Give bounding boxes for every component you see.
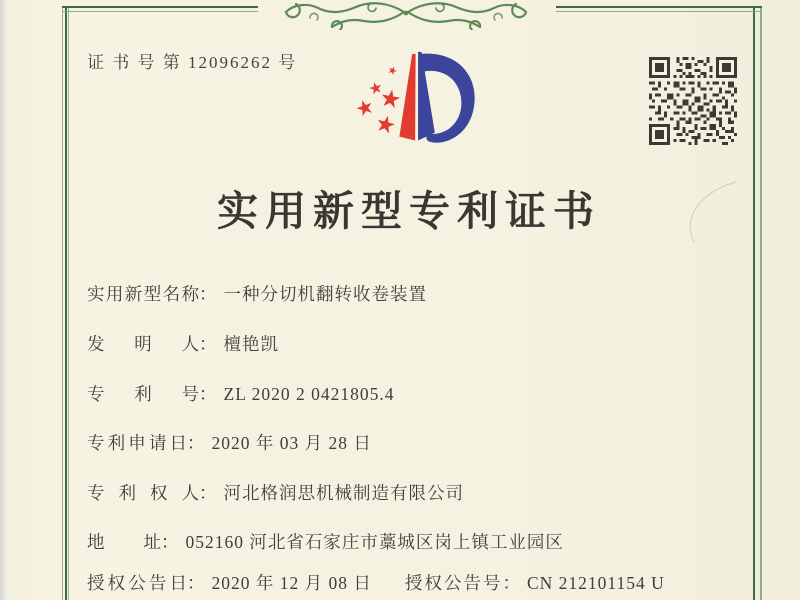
certificate-title: 实用新型专利证书 [217,188,601,234]
colon: ： [187,573,205,593]
green-flourish-icon [250,0,562,30]
field-label: 发明人 [87,334,199,354]
field-value: CN 212101154 U [527,573,665,593]
field-label: 实用新型名称 [87,284,199,304]
field-value: 一种分切机翻转收卷装置 [223,284,427,304]
frame-left-line [65,6,67,600]
colon: ： [199,483,217,503]
scan-edge [0,0,9,600]
field-label: 授权公告日 [87,573,187,593]
logo-red-wedge [399,54,415,141]
colon: ： [502,573,520,593]
frame-right-line [760,6,762,600]
frame-top-line [556,11,762,12]
frame-left-line [68,6,69,600]
field-label: 专利申请日 [87,433,187,453]
field-value: 052160 河北省石家庄市藁城区岗上镇工业园区 [185,532,564,552]
grant-publication-number [405,570,665,595]
field-label: 专利权人 [87,483,199,503]
field-row-filing-date [87,430,747,455]
qr-code [649,57,737,145]
colon: ： [199,384,217,404]
field-value: ZL 2020 2 0421805.4 [223,384,395,404]
field-value: 檀艳凯 [223,334,279,354]
field-label: 专利号 [87,384,199,404]
field-row-patent-number [87,381,747,406]
certificate-number: 证 书 号 第 12096262 号 [87,53,298,72]
frame-right-line [753,6,755,600]
field-label: 地址 [87,532,161,552]
frame-top-line [62,6,258,8]
field-row-grant-date [87,570,747,595]
frame-top-line [62,11,258,12]
field-row-name [87,281,747,306]
field-value: 河北格润思机械制造有限公司 [223,483,464,503]
frame-left-line [62,6,63,600]
colon: ： [199,334,217,354]
frame-top-line [556,6,762,8]
field-row-inventor [87,331,747,356]
colon: ： [187,433,205,453]
cnipa-patent-logo-icon [332,46,514,174]
field-row-patentee [87,480,747,505]
field-value: 2020 年 03 月 28 日 [211,433,372,453]
field-label: 授权公告号 [405,573,503,593]
colon: ： [161,532,179,552]
field-value: 2020 年 12 月 08 日 [211,573,372,593]
colon: ： [199,284,217,304]
field-row-address [87,529,747,554]
